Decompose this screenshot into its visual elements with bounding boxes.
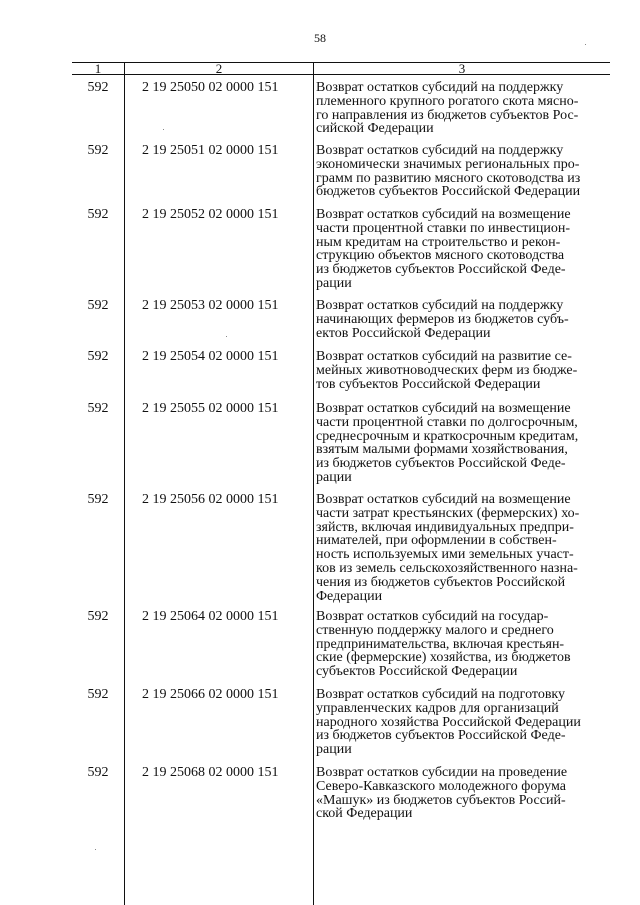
column-divider-1 <box>124 62 125 905</box>
admin-code: 592 <box>87 80 109 95</box>
header-col-2: 2 <box>215 61 223 76</box>
header-col-3: 3 <box>458 61 466 76</box>
scan-speck <box>585 44 586 45</box>
admin-code: 592 <box>87 492 109 507</box>
budget-code: 2 19 25053 02 0000 151 <box>142 298 279 313</box>
budget-code: 2 19 25052 02 0000 151 <box>142 207 279 222</box>
revenue-name: Возврат остатков субсидий на подготовку управленческих кадров для организаций народного хозяйства Российской Федерации из бюджетов субъектов Российской Феде- рации <box>316 687 581 758</box>
admin-code: 592 <box>87 207 109 222</box>
budget-code: 2 19 25050 02 0000 151 <box>142 80 279 95</box>
revenue-name: Возврат остатков субсидий на развитие се- мейных животноводческих ферм из бюдже- тов субъектов Российской Федерации <box>316 349 578 392</box>
admin-code: 592 <box>87 401 109 416</box>
admin-code: 592 <box>87 609 109 624</box>
admin-code: 592 <box>87 765 109 780</box>
budget-code: 2 19 25066 02 0000 151 <box>142 687 279 702</box>
revenue-name: Возврат остатков субсидий на государ- ственную поддержку малого и среднего предпринимательства, включая крестьян- ские (фермерские) хозяйства, из бюджетов субъектов Российской Федерации <box>316 609 571 680</box>
admin-code: 592 <box>87 143 109 158</box>
budget-code: 2 19 25068 02 0000 151 <box>142 765 279 780</box>
revenue-name: Возврат остатков субсидий на поддержку племенного крупного рогатого скота мясно- го направления из бюджетов субъектов Рос- сийской Федерации <box>316 80 579 137</box>
revenue-name: Возврат остатков субсидии на проведение Северо-Кавказского молодежного форума «Машук» из бюджетов субъектов Россий- ской Федерации <box>316 765 568 822</box>
scan-speck <box>226 336 227 337</box>
column-divider-2 <box>313 62 314 905</box>
admin-code: 592 <box>87 298 109 313</box>
admin-code: 592 <box>87 349 109 364</box>
budget-code: 2 19 25055 02 0000 151 <box>142 401 279 416</box>
budget-code: 2 19 25054 02 0000 151 <box>142 349 279 364</box>
revenue-name: Возврат остатков субсидий на возмещение части процентной ставки по инвестицион- ным кредитам на строительство и рекон- струкцию объектов мясного скотоводства из бюджетов субъектов Российской Феде- рации <box>316 207 571 291</box>
budget-code: 2 19 25051 02 0000 151 <box>142 143 279 158</box>
revenue-name: Возврат остатков субсидий на возмещение части затрат крестьянских (фермерских) хо- зяйств, включая индивидуальных предпри- нимателей, при оформлении в собствен- ность используемых ими земельных участ- ков из земель сельскохозяйственного назна- чения из бюджетов субъектов Российской Федерации <box>316 492 580 604</box>
page-number: 58 <box>314 31 326 45</box>
revenue-name: Возврат остатков субсидий на поддержку экономически значимых региональных про- грамм по развитию мясного скотоводства из бюджетов субъектов Российской Федерации <box>316 143 581 200</box>
admin-code: 592 <box>87 687 109 702</box>
budget-code: 2 19 25056 02 0000 151 <box>142 492 279 507</box>
header-col-1: 1 <box>94 61 102 76</box>
revenue-name: Возврат остатков субсидий на возмещение части процентной ставки по долгосрочным, среднесрочным и краткосрочным кредитам, взятым малыми формами хозяйствования, из бюджетов субъектов Российской Феде- рации <box>316 401 579 485</box>
scan-speck <box>163 129 164 130</box>
scan-speck <box>95 849 96 850</box>
budget-code: 2 19 25064 02 0000 151 <box>142 609 279 624</box>
revenue-name: Возврат остатков субсидий на поддержку начинающих фермеров из бюджетов субъ- ектов Российской Федерации <box>316 298 569 341</box>
